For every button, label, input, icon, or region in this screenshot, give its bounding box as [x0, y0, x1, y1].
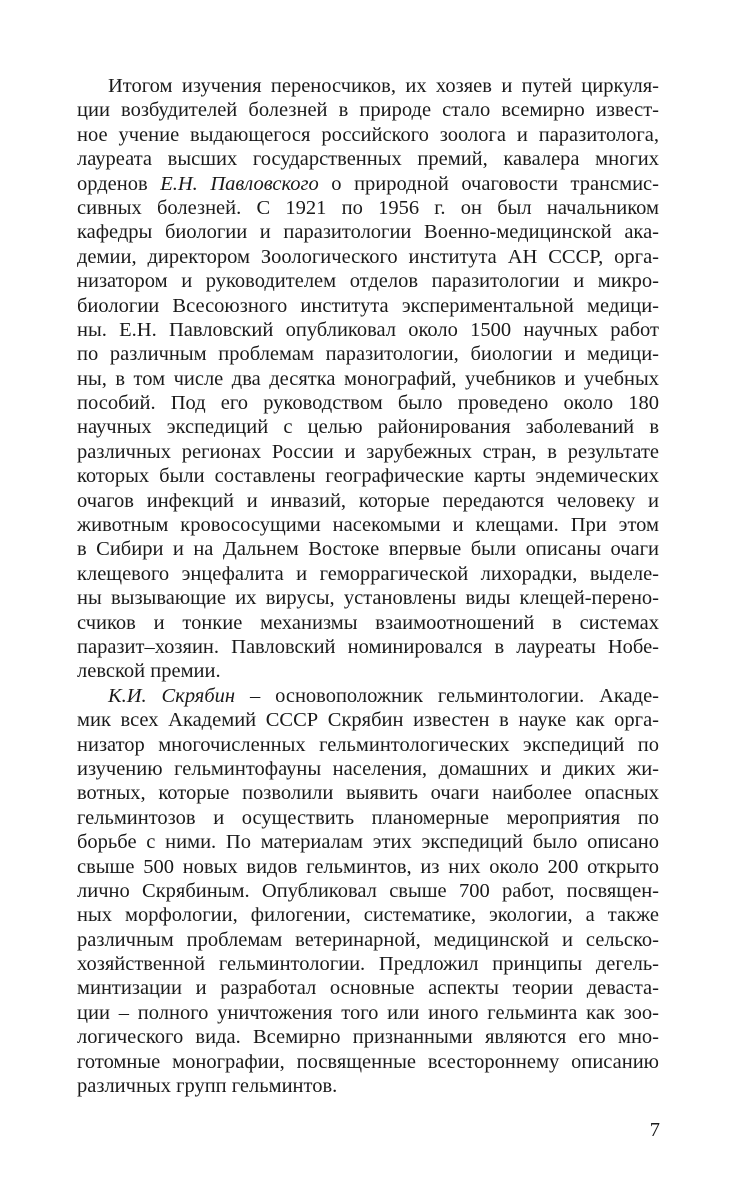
person-name-pavlovsky: Е.Н. Павловского	[160, 172, 319, 195]
text-line: готомные монографии, посвященные всестороннему описанию	[77, 1050, 659, 1073]
text-run: о природной очаговости трансмис-	[318, 172, 659, 195]
text-line: пособий. Под его руководством было проведено около 180	[77, 392, 659, 415]
text-line: в Сибири и на Дальнем Востоке впервые были описаны очаги	[77, 538, 659, 561]
text-line: логического вида. Всемирно признанными являются его мно-	[77, 1026, 659, 1049]
text-line: биологии Всесоюзного института экспериментальной медици-	[77, 294, 659, 317]
text-line: гельминтозов и осуществить планомерные мероприятия по	[77, 806, 659, 829]
text-line: ны. Е.Н. Павловский опубликовал около 1500 научных работ	[77, 318, 659, 341]
text-line: паразит–хозяин. Павловский номинировался в лауреаты Нобе-	[77, 635, 659, 658]
page-number: 7	[649, 1119, 660, 1141]
text-line: лауреата высших государственных премий, кавалера многих	[77, 148, 659, 171]
text-line: различных регионах России и зарубежных стран, в результате	[77, 440, 659, 463]
text-line: мик всех Академий СССР Скрябин известен в науке как орга-	[77, 709, 659, 732]
text-line: ное учение выдающегося российского зоолога и паразитолога,	[77, 123, 659, 146]
text-line: научных экспедиций с целью районирования заболеваний в	[77, 416, 659, 439]
paragraph-skryabin	[77, 684, 659, 1099]
text-line: свыше 500 новых видов гельминтов, из них около 200 открыто	[77, 855, 659, 878]
text-line	[77, 172, 659, 196]
text-line: изучению гельминтофауны населения, домашних и диких жи-	[77, 757, 659, 780]
text-line: различных групп гельминтов.	[77, 1075, 338, 1098]
text-line: которых были составлены географические карты эндемических	[77, 465, 659, 488]
text-line: лично Скрябиным. Опубликовал свыше 700 работ, посвящен-	[77, 879, 659, 902]
text-line: низатором и руководителем отделов паразитологии и микро-	[77, 270, 659, 293]
text-line: ции – полного уничтожения того или иного гельминта как зоо-	[77, 1001, 659, 1024]
text-line: демии, директором Зоологического института АН СССР, орга-	[77, 245, 659, 268]
body-text	[77, 74, 659, 1098]
text-run: орденов	[77, 172, 161, 195]
text-line: кафедры биологии и паразитологии Военно-медицинской ака-	[77, 221, 659, 244]
text-line: различным проблемам ветеринарной, медицинской и сельско-	[77, 928, 659, 951]
text-line: очагов инфекций и инвазий, которые передаются человеку и	[77, 489, 659, 512]
text-line: Итогом изучения переносчиков, их хозяев и путей циркуля-	[108, 75, 659, 97]
text-line: низатор многочисленных гельминтологических экспедиций по	[77, 733, 659, 756]
text-line: борьбе с ними. По материалам этих экспедиций было описано	[77, 831, 659, 854]
text-line: клещевого энцефалита и геморрагической лихорадки, выделе-	[77, 562, 659, 585]
text-line: сивных болезней. С 1921 по 1956 г. он был начальником	[77, 196, 659, 219]
paragraph-pavlovsky	[77, 74, 659, 684]
text-line: хозяйственной гельминтологии. Предложил принципы дегель-	[77, 953, 659, 976]
text-line	[77, 684, 659, 708]
text-line: ны, в том числе два десятка монографий, учебников и учебных	[77, 367, 659, 390]
text-line: по различным проблемам паразитологии, биологии и медици-	[77, 343, 659, 366]
text-line: минтизации и разработал основные аспекты теории деваста-	[77, 977, 659, 1000]
text-line: вотных, которые позволили выявить очаги наиболее опасных	[77, 782, 659, 805]
text-line: счиков и тонкие механизмы взаимоотношений в системах	[77, 611, 659, 634]
text-line: левской премии.	[77, 660, 221, 683]
text-line: ции возбудителей болезней в природе стало всемирно извест-	[77, 99, 659, 122]
text-line: ных морфологии, филогении, систематике, экологии, а также	[77, 904, 659, 927]
person-name-skryabin: К.И. Скрябин	[108, 684, 236, 707]
text-run: – основоположник гельминтологии. Акаде-	[235, 684, 659, 707]
text-line: ны вызывающие их вирусы, установлены виды клещей-перено-	[77, 587, 659, 610]
text-line: животным кровососущими насекомыми и клещами. При этом	[77, 514, 659, 537]
